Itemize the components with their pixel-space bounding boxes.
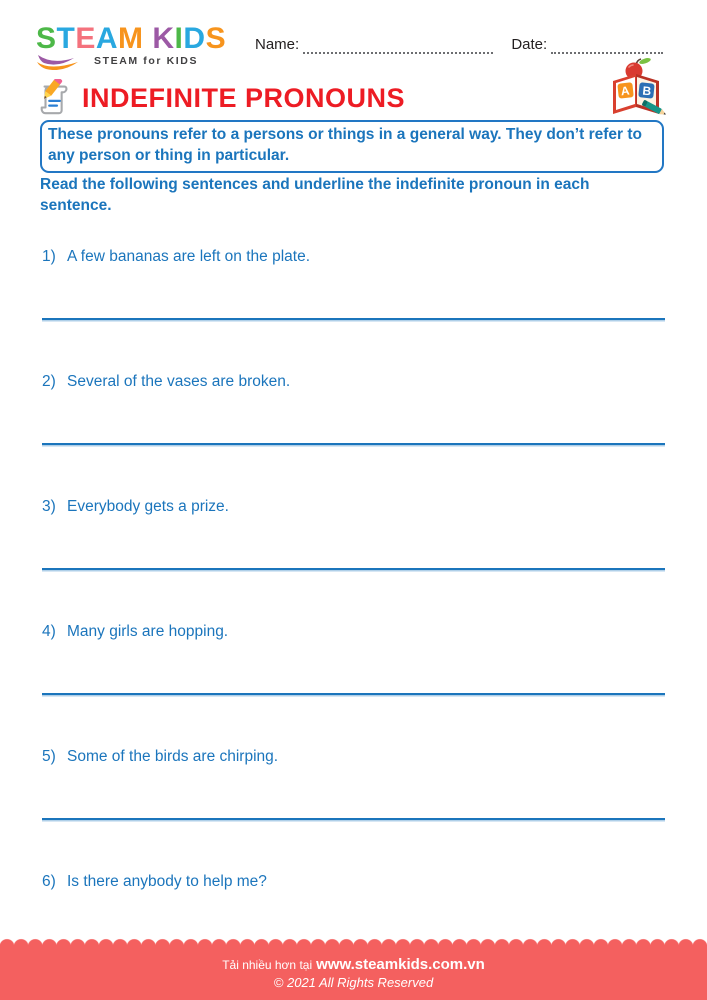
instruction-text: Read the following sentences and underline the indefinite pronoun in each sentence. bbox=[40, 176, 590, 215]
logo-letter: A bbox=[95, 22, 119, 55]
scalloped-edge bbox=[0, 938, 707, 946]
question-block bbox=[42, 373, 665, 498]
footer-copyright: © 2021 All Rights Reserved bbox=[273, 975, 434, 990]
question-row bbox=[42, 623, 665, 642]
name-date-row bbox=[255, 36, 667, 54]
logo-letter: D bbox=[183, 22, 206, 55]
question-row bbox=[42, 748, 665, 767]
question-block bbox=[42, 873, 665, 943]
question-sentence: Is there anybody to help me? bbox=[67, 873, 267, 890]
logo-letter: K bbox=[152, 22, 175, 55]
question-row bbox=[42, 373, 665, 392]
question-number: 2) bbox=[42, 373, 56, 390]
logo-letter: S bbox=[205, 22, 227, 55]
logo-letter: M bbox=[118, 22, 144, 55]
svg-text:B: B bbox=[641, 83, 652, 99]
question-row bbox=[42, 248, 665, 267]
answer-line bbox=[42, 318, 665, 320]
logo-letter: E bbox=[75, 22, 96, 55]
logo-tagline: STEAM for KIDS bbox=[94, 55, 199, 67]
question-block bbox=[42, 748, 665, 873]
page-title: INDEFINITE PRONOUNS bbox=[82, 82, 406, 113]
logo-letter: S bbox=[36, 22, 57, 55]
date-input-line bbox=[551, 40, 663, 54]
footer-download-line bbox=[222, 956, 485, 973]
question-block bbox=[42, 623, 665, 748]
answer-line bbox=[42, 568, 665, 570]
question-row bbox=[42, 498, 665, 517]
logo-letter: T bbox=[56, 22, 76, 55]
definition-box bbox=[40, 120, 664, 173]
title-row bbox=[36, 79, 405, 117]
logo-letter: I bbox=[174, 22, 184, 55]
question-number: 4) bbox=[42, 623, 56, 640]
pencil-paper-icon bbox=[36, 79, 74, 117]
date-label: Date: bbox=[511, 36, 548, 53]
question-sentence: Many girls are hopping. bbox=[67, 623, 229, 640]
question-row bbox=[42, 873, 665, 892]
question-sentence: Some of the birds are chirping. bbox=[67, 748, 279, 765]
question-number: 5) bbox=[42, 748, 56, 765]
question-number: 6) bbox=[42, 873, 56, 890]
answer-line bbox=[42, 443, 665, 445]
logo-wordmark bbox=[36, 24, 236, 54]
svg-text:A: A bbox=[620, 83, 631, 99]
swoosh-icon bbox=[36, 52, 92, 70]
book-apple-icon bbox=[609, 57, 667, 118]
footer-url[interactable]: www.steamkids.com.vn bbox=[316, 956, 485, 973]
answer-line bbox=[42, 693, 665, 695]
steam-kids-logo bbox=[36, 24, 236, 70]
question-sentence: A few bananas are left on the plate. bbox=[67, 248, 311, 265]
answer-line bbox=[42, 818, 665, 820]
footer-prefix: Tải nhiều hơn tại bbox=[222, 958, 313, 972]
name-label: Name: bbox=[255, 36, 300, 53]
question-block bbox=[42, 248, 665, 373]
definition-text: These pronouns refer to a persons or things in a general way. They don’t refer to any person or thing in particular. bbox=[48, 126, 642, 165]
question-sentence: Several of the vases are broken. bbox=[67, 373, 291, 390]
question-number: 1) bbox=[42, 248, 56, 265]
footer bbox=[0, 938, 707, 1000]
name-input-line bbox=[303, 40, 493, 54]
question-sentence: Everybody gets a prize. bbox=[67, 498, 229, 515]
footer-band bbox=[0, 946, 707, 1000]
question-number: 3) bbox=[42, 498, 56, 515]
questions-list bbox=[42, 248, 665, 943]
question-block bbox=[42, 498, 665, 623]
